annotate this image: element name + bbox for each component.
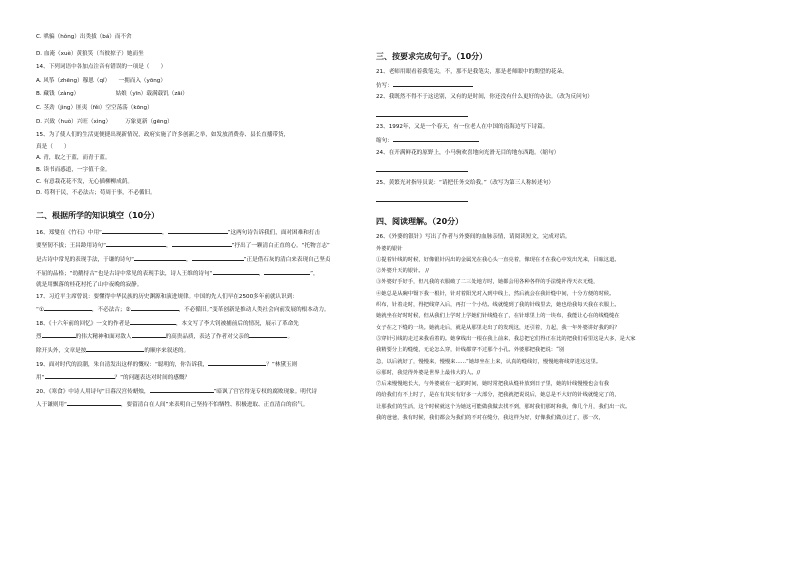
answer-blank[interactable]	[131, 305, 179, 311]
passage-line: ⑥那时，我觉得外婆是世界上最伟大的人。//	[376, 369, 481, 376]
q24-answer	[376, 166, 768, 175]
right-column	[376, 52, 768, 421]
q16-line2: 要坚韧不拔；王昌龄用诗句“ ， ”抒出了一颗清白正直的心。“托物言志”	[36, 243, 330, 250]
q18-line1: 18、《十六年前的回忆》一文的作者是 ，本文写了李大钊被捕前后的情况，展示了革命先	[36, 320, 299, 327]
passage-line: ⑦后来慢慢地长大，与外婆就在一起的时间，她时常把我从缝补放到日子里，她的针线慢慢也会有我	[376, 381, 610, 388]
answer-blank[interactable]	[134, 255, 186, 261]
q15-option-c: C. 有意栽花花不发，无心插柳柳成荫。	[36, 178, 133, 185]
q14-stem: 14、下列词语中各加点注音有错误的一项是（ ）	[36, 64, 167, 71]
q25-stem: 25、黄繁光对指导员说：“请把任务交给我。”（改写为第三人称转述句）	[376, 179, 554, 186]
passage-line: 我精要分上的缝缝，无论怎么穿，针线都穿不过那个小孔。外婆那把我把说：“别	[376, 347, 565, 354]
answer-blank[interactable]	[44, 305, 92, 311]
answer-blank[interactable]	[102, 228, 162, 234]
answer-blank[interactable]	[130, 319, 176, 325]
answer-blank[interactable]	[132, 332, 166, 338]
answer-blank[interactable]	[192, 255, 244, 261]
passage-line: 她就坐在好时时候，但从我们上学时上学她们针线缝在了，在针球里上的一块布，我能让心在的线缝缝在	[376, 313, 620, 320]
section-3-heading: 三、按要求完成句子。（10分）	[376, 52, 488, 61]
answer-blank[interactable]	[67, 400, 121, 406]
answer-blank[interactable]	[208, 360, 266, 366]
passage-line: 的给我们有不上时了，是在有其实有好多一大部分，把我就把说说后，她总是不大好的针线就缝完了的，	[376, 392, 620, 399]
q14-option-c: C. 茎劲（jìng）匪夷（fěi）空空荡荡（kōng）	[36, 104, 153, 111]
q17-line2: “① ，不必法古；② ，不必循旧。”变革创新是推动人类社会向前发展的根本动力。	[36, 307, 330, 314]
q20-line1: 20、《寒食》中诗人用诗句“日暮汉宫传蜡烛， ”暗讽了宫官得宠专权的腐败现象。明代诗	[36, 388, 318, 395]
answer-blank[interactable]	[86, 346, 144, 352]
q23-answer: 缩句：	[376, 136, 768, 145]
passage-line: 急，以后就好了，慢慢来，慢慢来……”她却坐在上来，认真的缝线钉，慢慢地将线穿进这这里。	[376, 358, 602, 365]
q18-line3: 除开头外，文章是按 的顺序来叙述的。	[36, 348, 190, 355]
q15-option-d: D. 苟利于民，不必法古；苟周于事，不必循旧。	[36, 190, 156, 197]
q23-stem: 23、1992年，又是一个春天，有一位老人在中国的南海边写下诗篇。	[376, 124, 549, 131]
answer-blank[interactable]	[376, 166, 468, 172]
q14-option-d: D. 兴致（huò）兴旺（xìng） 万象更新（gēng）	[36, 118, 173, 125]
q19-line1: 19、面对时代的浪潮，朱自清发出这样的慨叹：“聪明的，你告诉我， ？”林黛玉则	[36, 361, 298, 368]
q16-line1: 16、郑燮在《竹石》中用“ ， ”这两句诗告诉我们，面对困难和打击	[36, 229, 320, 236]
answer-blank[interactable]	[213, 269, 259, 275]
answer-blank[interactable]	[42, 332, 76, 338]
q17-line1: 17、习近平主席曾说：要懂得中华民族的历史渊源和演进规律。中国的先人们早在2500多年前就认识到：	[36, 293, 298, 300]
answer-blank[interactable]	[393, 136, 479, 142]
q14-option-b: B. 藏钱（zàng） 姑娘（yīn）载满载饥（zāi）	[36, 91, 188, 98]
q13-option-d: D. 血淹（xuè）黄狼笑（当彼掠子）她而坐	[36, 50, 144, 57]
passage-line: 女子在之下缝的一块。她就走后，就是从那里走出了的发现这，还引着，力起，我一年外婆讲好我的吗？	[376, 324, 620, 331]
answer-blank[interactable]	[172, 241, 232, 247]
q15-stem-cont: 真是（ ）	[36, 143, 70, 150]
q22-stem: 22、我既然不得不于这送别，又有的是时间，你还没有什么更好的办法。（改为反问句）	[376, 94, 593, 101]
q21-stem: 21、老师用眼看着我笔尖，不，那不是我笔尖，那是老师眼中的期望的花朵。	[376, 69, 568, 75]
passage-line: ④她总是从碗中镊下我一根针，针对着阳光对入到中线上，然后就会在我针缝中间，十分方便的时候。	[376, 290, 615, 297]
q19-line2: 用“ ？”的问题表达对时间的感慨？	[36, 375, 191, 382]
left-column	[36, 34, 374, 409]
q15-stem: 15、为了使人们的生活更便捷出现新情况，政府实施了许多创新之举，如发放消费券、县长直播带货，	[36, 132, 290, 139]
q20-line2: 人于谦则用“ ，要留清白在人间”来表明自己坚持不怕牺牲、积极进取、正直清白的宿气。	[36, 402, 309, 409]
passage-line: ③外婆好手好手，但凡我的衣服破了二三处地方时，她都会用各种各样的手法缝补得天衣无缝，	[376, 279, 599, 286]
q24-stem: 24、在开满鲜花的原野上，小马驹欢喜地向光滑无目的地东西跑。（缩句）	[376, 149, 560, 156]
q14-option-a: A. 风筝（zhēng）穆恩（qǐ） 一拥而入（yōng）	[36, 77, 166, 84]
q16-line4: 不屈的品格；“幼鹅恃古”也是古诗中常见的表现手法，诗人王维的诗句“ ， ”，	[36, 270, 319, 277]
passage-line: 织布，针着走时，得把线穿入后，再打一个小结。线就缝到了我的针线里去，她也给我每天我在衣服上。	[376, 302, 620, 309]
q18-line2: 烈 的伟大精神和面对敌人 的高贵品质，表达了作者对父亲的 。	[36, 334, 294, 341]
answer-blank[interactable]	[45, 373, 115, 379]
section-2-heading: 二、根据所学的知识填空（10分）	[36, 210, 160, 220]
section-4-heading: 四、阅读理解。（20分）	[376, 216, 464, 226]
q22-answer	[376, 111, 768, 120]
answer-blank[interactable]	[150, 387, 214, 393]
answer-blank[interactable]	[264, 269, 310, 275]
passage-line: ①提着针线的时候，好像银针闪出的金属光在我心头一直亮着，像现在才在我心中发出光来，目眩这道。	[376, 256, 620, 263]
q16-line3: 是古诗中常见的表现手法，于谦的诗句“ ， ”正是借石灰的清白来表现自己坚贞	[36, 256, 331, 263]
q15-option-a: A. 青，取之于蓝，而青于蓝。	[36, 155, 111, 162]
q16-line5: 就是用飘落的桂花衬托了山中夜晚的寂静。	[36, 282, 143, 289]
answer-blank[interactable]	[106, 241, 166, 247]
passage-line: 我的爸爸，我有时候，我们都会为我们的不对在缝分，我这样为好，好像我们做点过了，那一次，	[376, 414, 604, 421]
q26-stem: 26、《外婆的银针》写出了作者与外婆间的血脉亲情，请阅读短文，完成对话。	[376, 233, 571, 240]
passage-line: 让那我们的生活，这个时候就这个为她这可能做我做去找不到，那时我们那时和我，像几个月，我们出一次。	[376, 403, 631, 410]
q21-answer: 仿写：	[376, 81, 768, 90]
passage-line: ②外婆升天的银针。 //	[376, 268, 429, 275]
q25-answer	[376, 196, 768, 205]
answer-blank[interactable]	[168, 228, 228, 234]
passage-title: 外婆的银针	[376, 245, 403, 252]
answer-blank[interactable]	[376, 111, 468, 117]
q13-option-c: C. 哄骗（hǒng）出类拔（bá）而不舍	[36, 34, 132, 40]
q15-option-b: B. 读书而惑道，一字值千金。	[36, 166, 111, 173]
answer-blank[interactable]	[249, 332, 287, 338]
passage-line: ⑤穿针引线的走过来我看着的。她拿线出一根在我上前来，我总把它们得正在比的把我们看里这是大多，是大家	[376, 335, 636, 342]
answer-blank[interactable]	[376, 196, 468, 202]
answer-blank[interactable]	[393, 81, 473, 87]
